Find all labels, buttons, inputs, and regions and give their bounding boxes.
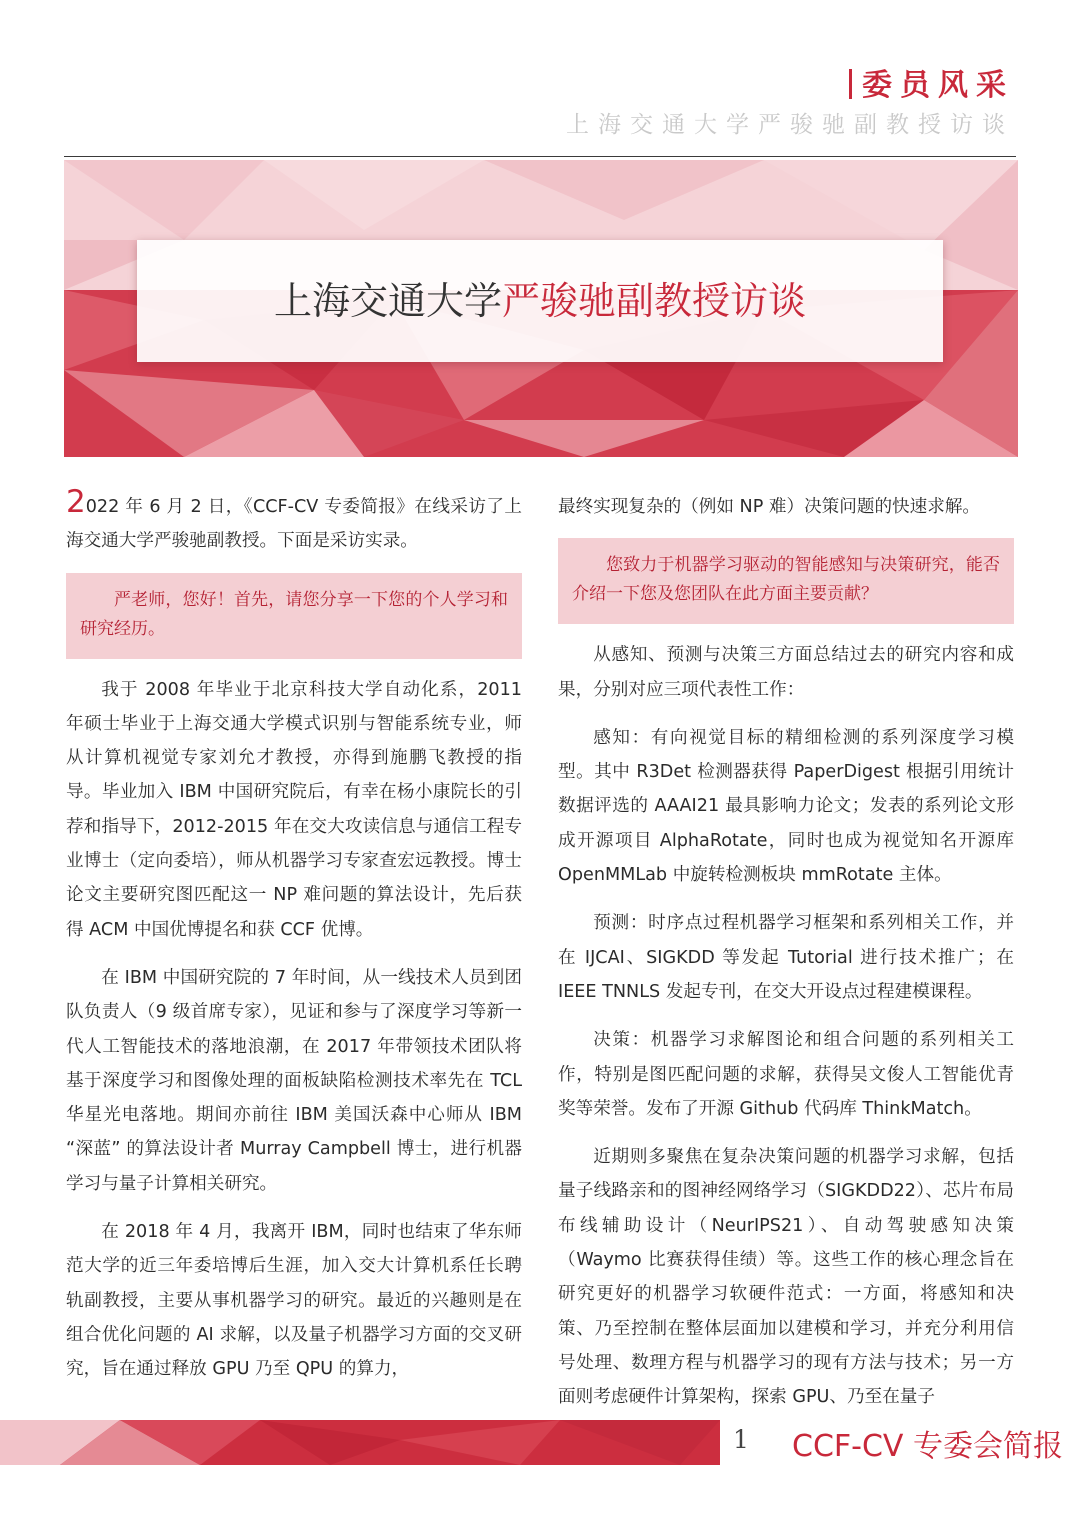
article-title-highlight: 严骏驰副教授访谈 xyxy=(502,279,807,323)
section-tag-bar xyxy=(849,69,852,99)
section-tag xyxy=(849,60,1014,104)
header-rule xyxy=(64,156,1016,157)
answer2-paragraph-1: 从感知、预测与决策三方面总结过去的研究内容和成果，分别对应三项代表性工作： xyxy=(558,645,1014,700)
question-box-1: 严老师，您好！首先，请您分享一下您的个人学习和研究经历。 xyxy=(66,573,522,659)
answer2-decision: 决策：机器学习求解图论和组合问题的系列相关工作，特别是图匹配问题的求解，获得吴文俊人工智能优青奖等荣誉。发布了开源 Github 代码库 ThinkMatch。 xyxy=(558,1030,1014,1119)
answer1-paragraph-1: 我于 2008 年毕业于北京科技大学自动化系，2011 年硕士毕业于上海交通大学模式识别与智能系统专业，师从计算机视觉专家刘允才教授，亦得到施鹏飞教授的指导。毕业加入 IBM 中国研究院后，有幸在杨小康院长的引荐和指导下，2012-2015 年在交大攻读信息与通信工程专业博士（定向委培），师从机器学习专家查宏远教授。博士论文主要研究图匹配这一 NP 难问题的算法设计，先后获得 ACM 中国优博提名和获 CCF 优博。 xyxy=(66,679,522,940)
answer2-prediction: 预测：时序点过程机器学习框架和系列相关工作，并在 IJCAI、SIGKDD 等发起 Tutorial 进行技术推广；在 IEEE TNNLS 发起专刊，在交大开设点过程建模课程。 xyxy=(558,913,1014,1002)
section-subtitle: 上海交通大学严骏驰副教授访谈 xyxy=(566,112,1014,138)
section-tag-text: 委员风采 xyxy=(862,68,1014,103)
article-title xyxy=(137,240,943,362)
intro-text: 022 年 6 月 2 日，《CCF-CV 专委简报》在线采访了上海交通大学严骏驰副教授。下面是采访实录。 xyxy=(66,497,522,552)
intro-paragraph xyxy=(66,484,522,559)
question-box-2: 您致力于机器学习驱动的智能感知与决策研究，能否介绍一下您及您团队在此方面主要贡献？ xyxy=(558,538,1014,624)
answer1-paragraph-3: 在 2018 年 4 月，我离开 IBM，同时也结束了华东师范大学的近三年委培博后生涯，加入交大计算机系任长聘轨副教授，主要从事机器学习的研究。最近的兴趣则是在组合优化问题的 AI 求解，以及量子机器学习方面的交叉研究，旨在通过释放 GPU 乃至 QPU 的算力， xyxy=(66,1222,522,1380)
answer2-recent-work: 近期则多聚焦在复杂决策问题的机器学习求解，包括量子线路亲和的图神经网络学习（SIGKDD22）、芯片布局布线辅助设计（NeurIPS21）、自动驾驶感知决策（Waymo 比赛获得佳绩）等。这些工作的核心理念旨在研究更好的机器学习软硬件范式：一方面，将感知和决策、乃至控制在整体层面加以建模和学习，并充分利用信号处理、数理方程与机器学习的现有方法与技术；另一方面则考虑硬件计算架构，探索 GPU、乃至在量子 xyxy=(558,1147,1014,1408)
publication-name: CCF-CV 专委会简报 xyxy=(792,1429,1063,1464)
article-title-prefix: 上海交通大学 xyxy=(273,279,502,323)
page-number: 1 xyxy=(733,1425,749,1454)
answer2-perception: 感知：有向视觉目标的精细检测的系列深度学习模型。其中 R3Det 检测器获得 PaperDigest 根据引用统计数据评选的 AAAI21 最具影响力论文；发表的系列论文形成开源项目 AlphaRotate，同时也成为视觉知名开源库 OpenMMLab 中旋转检测板块 mmRotate 主体。 xyxy=(558,727,1014,886)
footer-bar xyxy=(0,1420,720,1465)
answer1-paragraph-2: 在 IBM 中国研究院的 7 年时间，从一线技术人员到团队负责人（9 级首席专家），见证和参与了深度学习等新一代人工智能技术的落地浪潮，在 2017 年带领技术团队将基于深度学习和图像处理的面板缺陷检测技术率先在 TCL 华星光电落地。期间亦前往 IBM 美国沃森中心师从 IBM “深蓝” 的算法设计者 Murray Campbell 博士，进行机器学习与量子计算相关研究。 xyxy=(66,967,522,1194)
left-column xyxy=(66,484,522,1401)
drop-cap: 2 xyxy=(66,484,86,520)
answer1-continuation: 最终实现复杂的（例如 NP 难）决策问题的快速求解。 xyxy=(558,497,981,517)
footer-pattern xyxy=(0,1420,720,1465)
right-column xyxy=(558,490,1014,1429)
